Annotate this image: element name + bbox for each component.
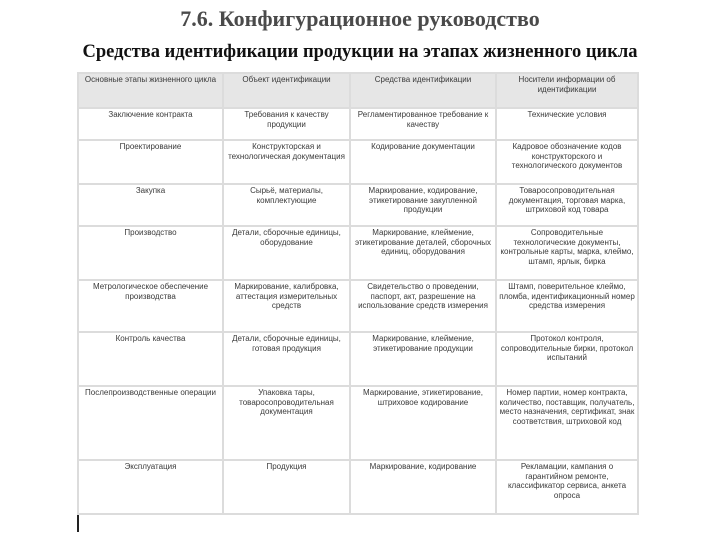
cell-carriers: Рекламации, кампания о гарантийном ремонте, классификатор сервиса, анкета опроса [496, 460, 638, 514]
cell-stage: Эксплуатация [78, 460, 223, 514]
cell-stage: Заключение контракта [78, 108, 223, 140]
cell-carriers: Штамп, поверительное клеймо, пломба, идентификационный номер средства измерения [496, 280, 638, 332]
cell-stage: Метрологическое обеспечение производства [78, 280, 223, 332]
table-row [78, 280, 638, 332]
cell-object: Продукция [223, 460, 350, 514]
header-lifecycle-stage: Основные этапы жизненного цикла [78, 73, 223, 108]
cell-carriers: Товаросопроводительная документация, торговая марка, штриховой код товара [496, 184, 638, 226]
table-row [78, 386, 638, 460]
cell-carriers: Протокол контроля, сопроводительные бирки, протокол испытаний [496, 332, 638, 386]
cell-object: Требования к качеству продукции [223, 108, 350, 140]
cell-stage: Послепроизводственные операции [78, 386, 223, 460]
cell-object: Упаковка тары, товаросопроводительная документация [223, 386, 350, 460]
cell-carriers: Кадровое обозначение кодов конструкторского и технологического документов [496, 140, 638, 184]
table-row [78, 460, 638, 514]
table-row [78, 332, 638, 386]
cell-object: Детали, сборочные единицы, оборудование [223, 226, 350, 280]
table-row [78, 184, 638, 226]
cell-means: Маркирование, клеймение, этикетирование продукции [350, 332, 496, 386]
slide-subtitle: Средства идентификации продукции на этапах жизненного цикла [82, 42, 638, 62]
cell-object: Конструкторская и технологическая документация [223, 140, 350, 184]
slide-title: 7.6. Конфигурационное руководство [180, 6, 540, 31]
table-row [78, 226, 638, 280]
cell-means: Маркирование, кодирование, этикетирование закупленной продукции [350, 184, 496, 226]
table-row [78, 108, 638, 140]
cell-stage: Закупка [78, 184, 223, 226]
cell-carriers: Сопроводительные технологические документы, контрольные карты, марка, клеймо, штамп, ярлык, бирка [496, 226, 638, 280]
cell-means: Регламентированное требование к качеству [350, 108, 496, 140]
table-row [78, 140, 638, 184]
cell-object: Сырьё, материалы, комплектующие [223, 184, 350, 226]
cell-means: Маркирование, клеймение, этикетирование деталей, сборочных единиц, оборудования [350, 226, 496, 280]
cell-object: Маркирование, калибровка, аттестация измерительных средств [223, 280, 350, 332]
cell-object: Детали, сборочные единицы, готовая продукция [223, 332, 350, 386]
cell-carriers: Номер партии, номер контракта, количество, поставщик, получатель, место назначения, сертификат, знак соответствия, штриховой код [496, 386, 638, 460]
header-information-carriers: Носители информации об идентификации [496, 73, 638, 108]
cell-means: Маркирование, этикетирование, штриховое кодирование [350, 386, 496, 460]
cell-stage: Контроль качества [78, 332, 223, 386]
cell-means: Маркирование, кодирование [350, 460, 496, 514]
cell-stage: Проектирование [78, 140, 223, 184]
header-identification-means: Средства идентификации [350, 73, 496, 108]
cell-means: Свидетельство о проведении, паспорт, акт, разрешение на использование средств измерения [350, 280, 496, 332]
header-identification-object: Объект идентификации [223, 73, 350, 108]
cell-means: Кодирование документации [350, 140, 496, 184]
table-header-row [78, 73, 638, 108]
identification-table [77, 72, 639, 515]
cell-stage: Производство [78, 226, 223, 280]
cell-carriers: Технические условия [496, 108, 638, 140]
